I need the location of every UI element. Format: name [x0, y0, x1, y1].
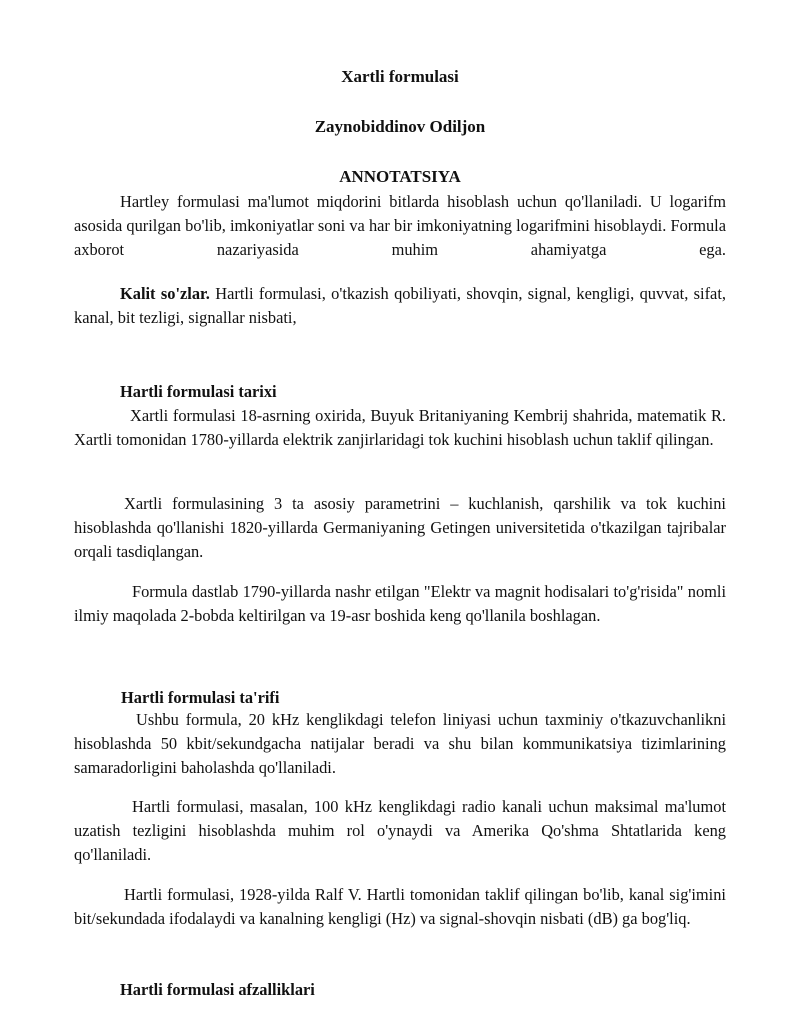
- abstract-heading: ANNOTATSIYA: [339, 167, 461, 186]
- definition-paragraph-3: Hartli formulasi, 1928-yilda Ralf V. Hartli tomonidan taklif qilingan bo'lib, kanal sig'imini bit/sekundada ifodalaydi va kanalning kengligi (Hz) va signal-shovqin nisbati (dB) ga bog'liq.: [74, 885, 726, 928]
- document-title: Xartli formulasi: [341, 67, 459, 86]
- history-paragraph-1: Xartli formulasi 18-asrning oxirida, Buyuk Britaniyaning Kembrij shahrida, matematik R. Xartli tomonidan 1780-yillarda elektrik zanjirlaridagi tok kuchini hisoblash uchun taklif qilingan.: [74, 406, 726, 449]
- history-paragraph-3: Formula dastlab 1790-yillarda nashr etilgan "Elektr va magnit hodisalari to'g'risida" nomli ilmiy maqolada 2-bobda keltirilgan va 19-asr boshida keng qo'llanila boshlagan.: [74, 582, 726, 625]
- keywords-label: Kalit so'zlar.: [120, 284, 210, 303]
- definition-paragraph-1: Ushbu formula, 20 kHz kenglikdagi telefon liniyasi uchun taxminiy o'tkazuvchanlikni hisoblashda 50 kbit/sekundgacha natijalar beradi va shu bilan kommunikatsiya tizimlarining samaradorligini baholashda qo'llaniladi.: [74, 710, 726, 777]
- history-paragraph-2: Xartli formulasining 3 ta asosiy parametrini – kuchlanish, qarshilik va tok kuchini hisoblashda qo'llanishi 1820-yillarda Germaniyaning Getingen universitetida o'tkazilgan tajribalar orqali tasdiqlangan.: [74, 494, 726, 561]
- section-heading-advantages: Hartli formulasi afzalliklari: [120, 980, 315, 999]
- keywords-text: Hartli formulasi, o'tkazish qobiliyati, shovqin, signal, kengligi, quvvat, sifat, kanal, bit tezligi, signallar nisbati,: [74, 284, 726, 327]
- section-heading-definition: Hartli formulasi ta'rifi: [121, 688, 280, 707]
- section-heading-history: Hartli formulasi tarixi: [120, 382, 277, 401]
- author-name: Zaynobiddinov Odiljon: [314, 117, 486, 136]
- abstract-text: Hartley formulasi ma'lumot miqdorini bitlarda hisoblash uchun qo'llaniladi. U logarifm asosida qurilgan bo'lib, imkoniyatlar soni va har bir imkoniyatning logarifmini hisoblaydi. Formula axborot nazariyasida muhim ahamiyatga ega.: [74, 192, 726, 259]
- keywords-paragraph: [74, 282, 726, 330]
- definition-paragraph-2: Hartli formulasi, masalan, 100 kHz kenglikdagi radio kanali uchun maksimal ma'lumot uzatish tezligini hisoblashda muhim rol o'ynaydi va Amerika Qo'shma Shtatlarida keng qo'llaniladi.: [74, 797, 726, 864]
